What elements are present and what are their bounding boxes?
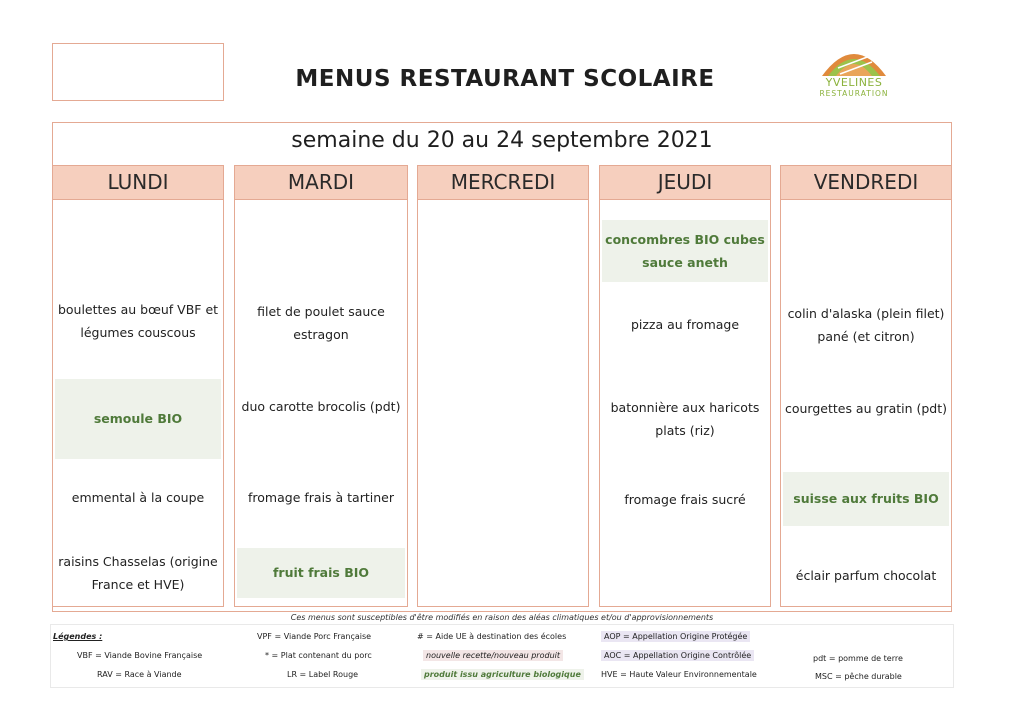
dish-side: courgettes au gratin (pdt) xyxy=(784,401,948,416)
dish-main: filet de poulet sauce estragon xyxy=(257,304,385,342)
legend-msc: MSC = pêche durable xyxy=(815,672,902,681)
legend-bio: produit issu agriculture biologique xyxy=(421,669,584,680)
legend-porc: * = Plat contenant du porc xyxy=(265,651,372,660)
legend-lr: LR = Label Rouge xyxy=(287,670,359,679)
legend-hve: HVE = Haute Valeur Environnementale xyxy=(601,670,757,679)
legend-vpf: VPF = Viande Porc Française xyxy=(257,632,372,641)
yvelines-restauration-logo xyxy=(806,36,902,102)
dish-dessert: raisins Chasselas (origine France et HVE) xyxy=(58,554,218,592)
dish-side: duo carotte brocolis (pdt) xyxy=(241,399,401,414)
dish-cheese: fromage frais à tartiner xyxy=(248,490,394,505)
dish-main: colin d'alaska (plein filet) pané (et citron) xyxy=(787,306,945,344)
day-column-lundi xyxy=(52,165,224,607)
dish-side-bio: semoule BIO xyxy=(55,379,221,459)
legend-pdt: pdt = pomme de terre xyxy=(813,654,903,663)
dish-side: batonnière aux haricots plats (riz) xyxy=(610,400,760,438)
page-title: MENUS RESTAURANT SCOLAIRE xyxy=(295,66,715,92)
day-column-mercredi xyxy=(417,165,589,607)
legend-aoc: AOC = Appellation Origine Contrôlée xyxy=(601,650,754,661)
legend-rav: RAV = Race à Viande xyxy=(97,670,182,679)
day-header: VENDREDI xyxy=(781,166,951,200)
day-header: LUNDI xyxy=(53,166,223,200)
legend-aop: AOP = Appellation Origine Protégée xyxy=(601,631,750,642)
legend-vbf: VBF = Viande Bovine Française xyxy=(77,651,203,660)
dish-dessert: éclair parfum chocolat xyxy=(795,568,937,583)
school-name-box xyxy=(52,43,224,101)
dish-dessert-bio: fruit frais BIO xyxy=(237,548,405,598)
legend-nouvelle-recette: nouvelle recette/nouveau produit xyxy=(423,650,563,661)
day-header: MERCREDI xyxy=(418,166,588,200)
legend-title: Légendes : xyxy=(53,632,103,641)
dish-starter-bio: concombres BIO cubes sauce aneth xyxy=(602,220,768,282)
legend-box xyxy=(50,624,954,688)
logo-sun-icon xyxy=(814,38,894,78)
day-header: MARDI xyxy=(235,166,407,200)
day-header: JEUDI xyxy=(600,166,770,200)
disclaimer-note: Ces menus sont susceptibles d'être modifiés en raison des aléas climatiques et/ou d'approvisionnements xyxy=(290,613,714,622)
dish-main: pizza au fromage xyxy=(630,317,740,332)
dish-main: boulettes au bœuf VBF et légumes couscous xyxy=(57,302,219,340)
day-column-mardi xyxy=(234,165,408,607)
day-column-vendredi xyxy=(780,165,952,607)
dish-cheese: fromage frais sucré xyxy=(624,492,746,507)
logo-text-yvelines: YVELINES xyxy=(825,76,883,89)
logo-text-restauration: RESTAURATION xyxy=(819,89,889,98)
day-column-jeudi xyxy=(599,165,771,607)
legend-aide-ue: # = Aide UE à destination des écoles xyxy=(417,632,567,641)
dish-cheese: emmental à la coupe xyxy=(71,490,205,505)
week-title: semaine du 20 au 24 septembre 2021 xyxy=(291,128,713,153)
dish-dairy-bio: suisse aux fruits BIO xyxy=(783,472,949,526)
